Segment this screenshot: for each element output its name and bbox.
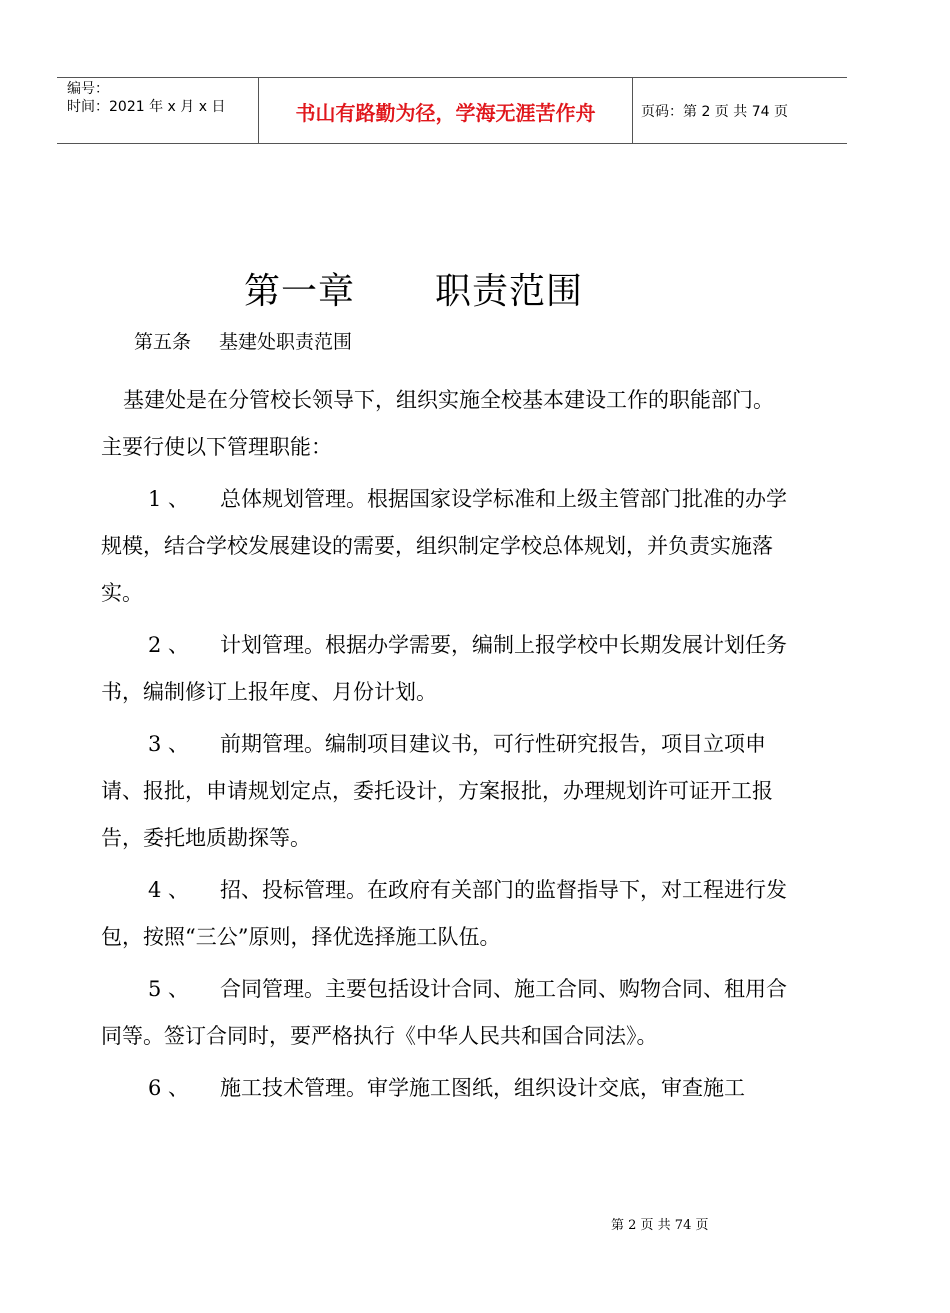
list-item [101,721,791,862]
item-text: 前期管理。编制项目建议书，可行性研究报告，项目立项申请、报批，申请规划定点，委托设计，方案报批，办理规划许可证开工报告，委托地质勘探等。 [101,732,773,850]
item-number: 3 、 [148,732,190,756]
item-number: 1 、 [148,487,190,511]
article-heading [134,327,352,354]
item-number: 5 、 [148,977,190,1001]
item-number: 2 、 [148,633,190,657]
header-page-label: 页码：第 2 页 共 74 页 [641,104,788,120]
item-text: 合同管理。主要包括设计合同、施工合同、购物合同、租用合同等。签订合同时，要严格执行《中华人民共和国合同法》。 [101,977,787,1048]
header-divider [632,78,633,143]
item-number: 4 、 [148,878,190,902]
item-number: 6 、 [148,1076,190,1100]
document-header [57,77,847,144]
item-text: 施工技术管理。审学施工图纸，组织设计交底，审查施工 [220,1076,745,1100]
article-number: 第五条 [134,331,192,353]
header-motto: 书山有路勤为径，学海无涯苦作舟 [295,100,596,125]
list-item [101,966,791,1060]
header-meta [67,80,257,116]
document-body [101,377,791,1117]
item-text: 招、投标管理。在政府有关部门的监督指导下，对工程进行发包，按照“三公”原则，择优选择施工队伍。 [101,878,787,949]
list-item [101,1065,791,1112]
item-text: 总体规划管理。根据国家设学标准和上级主管部门批准的办学规模，结合学校发展建设的需要，组织制定学校总体规划，并负责实施落实。 [101,487,787,605]
list-item [101,622,791,716]
chapter-heading [244,263,583,314]
header-number-label: 编号： [67,81,109,97]
page-footer: 第 2 页 共 74 页 [611,1218,709,1233]
header-time-label: 时间：2021 年 x 月 x 日 [67,99,226,115]
list-item [101,867,791,961]
intro-paragraph: 基建处是在分管校长领导下，组织实施全校基本建设工作的职能部门。主要行使以下管理职能： [101,388,774,459]
chapter-number: 第一章 [244,271,356,312]
item-text: 计划管理。根据办学需要，编制上报学校中长期发展计划任务书，编制修订上报年度、月份计划。 [101,633,787,704]
article-title: 基建处职责范围 [219,331,353,353]
list-item [101,476,791,617]
chapter-title: 职责范围 [435,271,584,312]
